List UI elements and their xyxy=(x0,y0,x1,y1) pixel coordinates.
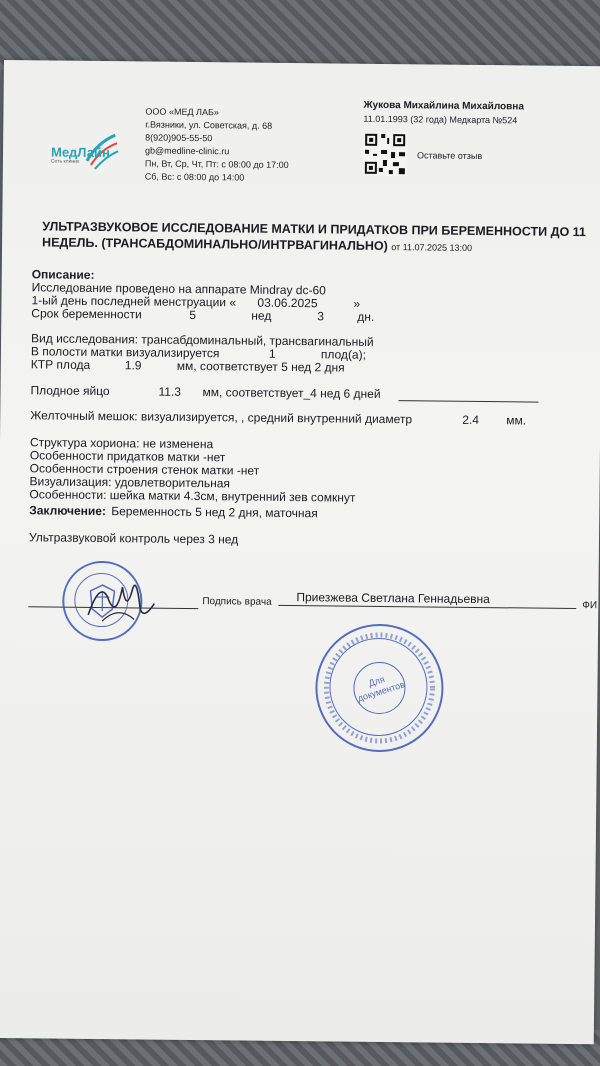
lmp-close: » xyxy=(353,296,361,311)
logo-subtitle: Сеть клиник xyxy=(50,158,80,165)
yolk-value: 2.4 xyxy=(462,412,480,427)
device-line: Исследование проведено на аппарате Mindray dc-60 xyxy=(31,280,326,298)
lmp-value: 03.06.2025 xyxy=(257,295,318,311)
features: Особенности: шейка матки 4.3см, внутренний зев сомкнут xyxy=(29,487,356,505)
term-label: Срок беременности xyxy=(31,306,142,322)
clinic-name: ООО «МЕД ЛАБ» xyxy=(145,106,219,118)
exam-type: Вид исследования: трансабдоминальный, трансвагинальный xyxy=(31,331,374,349)
egg-underline xyxy=(398,400,538,402)
qr-code-icon[interactable] xyxy=(363,132,407,176)
term-days: 3 xyxy=(317,309,325,324)
clinic-address: г.Вязники, ул. Советская, д. 68 xyxy=(145,119,273,131)
uterine-walls: Особенности строения стенок матки -нет xyxy=(29,461,260,478)
title-date: от 11.07.2025 13:00 xyxy=(391,242,473,253)
lmp-label: 1-ый день последней менструации « xyxy=(31,293,237,310)
document-title xyxy=(42,218,600,257)
term-weeks: 5 xyxy=(189,307,197,323)
yolk-unit: мм. xyxy=(506,413,527,428)
fetus-unit: плод(а); xyxy=(320,347,367,362)
title-main: УЛЬТРАЗВУКОВОЕ ИССЛЕДОВАНИЕ МАТКИ И ПРИДАТКОВ ПРИ БЕРЕМЕННОСТИ ДО 11 НЕДЕЛЬ. (ТРАНСАБДОМИНАЛЬНО/ИНТРВАГИНАЛЬНО) xyxy=(42,219,587,254)
clinic-hours-weekend: Сб, Вс: с 08:00 до 14:00 xyxy=(144,171,245,183)
visualization: Визуализация: удовлетворительная xyxy=(29,474,231,491)
patient-info: 11.01.1993 (32 года) Медкарта №524 xyxy=(363,113,518,126)
clinic-phone: 8(920)905-55-50 xyxy=(145,132,213,144)
organization-stamp xyxy=(315,623,444,752)
description-label: Описание: xyxy=(31,267,95,282)
clinic-hours-weekdays: Пн, Вт, Ср, Чт, Пт: с 08:00 до 17:00 xyxy=(144,158,289,170)
yolk-label: Желточный мешок: визуализируется, , средний внутренний диаметр xyxy=(30,408,413,427)
fetus-count: 1 xyxy=(268,346,276,361)
egg-result: мм, соответствует_4 нед 6 дней xyxy=(202,385,381,401)
review-label[interactable]: Оставьте отзыв xyxy=(416,150,483,162)
uterus-label: В полости матки визуализируется xyxy=(30,344,220,361)
logo-text: МедЛайн xyxy=(50,144,110,161)
patient-name: Жукова Михайлина Михайловна xyxy=(363,99,524,113)
followup: Ультразвуковой контроль через 3 нед xyxy=(28,530,239,547)
ktr-label: КТР плода xyxy=(30,357,91,372)
name-suffix: ФИ xyxy=(582,600,598,612)
background-fabric-top xyxy=(0,0,600,70)
conclusion-label: Заключение: xyxy=(29,503,107,519)
signature-label: Подпись врача xyxy=(202,596,272,608)
clinic-info xyxy=(145,105,346,185)
clinic-email: gb@medline-clinic.ru xyxy=(145,145,230,157)
handwritten-signature-icon xyxy=(82,569,163,630)
egg-value: 11.3 xyxy=(158,384,182,399)
ktr-value: 1.9 xyxy=(124,358,142,373)
document-paper xyxy=(0,60,600,1044)
adnexa: Особенности придатков матки -нет xyxy=(29,448,226,465)
doctor-name: Приезжева Светлана Геннадьевна xyxy=(296,590,490,607)
stamp-center-text: Для документов xyxy=(356,674,406,704)
ktr-result: мм, соответствует 5 нед 2 дня xyxy=(176,358,345,375)
conclusion-text: Беременность 5 нед 2 дня, маточная xyxy=(111,504,318,521)
doctor-name-line xyxy=(278,605,576,609)
term-days-unit: дн. xyxy=(357,309,375,324)
chorion: Структура хориона: не изменена xyxy=(29,435,214,452)
term-weeks-unit: нед xyxy=(251,308,272,323)
egg-label: Плодное яйцо xyxy=(30,383,110,399)
